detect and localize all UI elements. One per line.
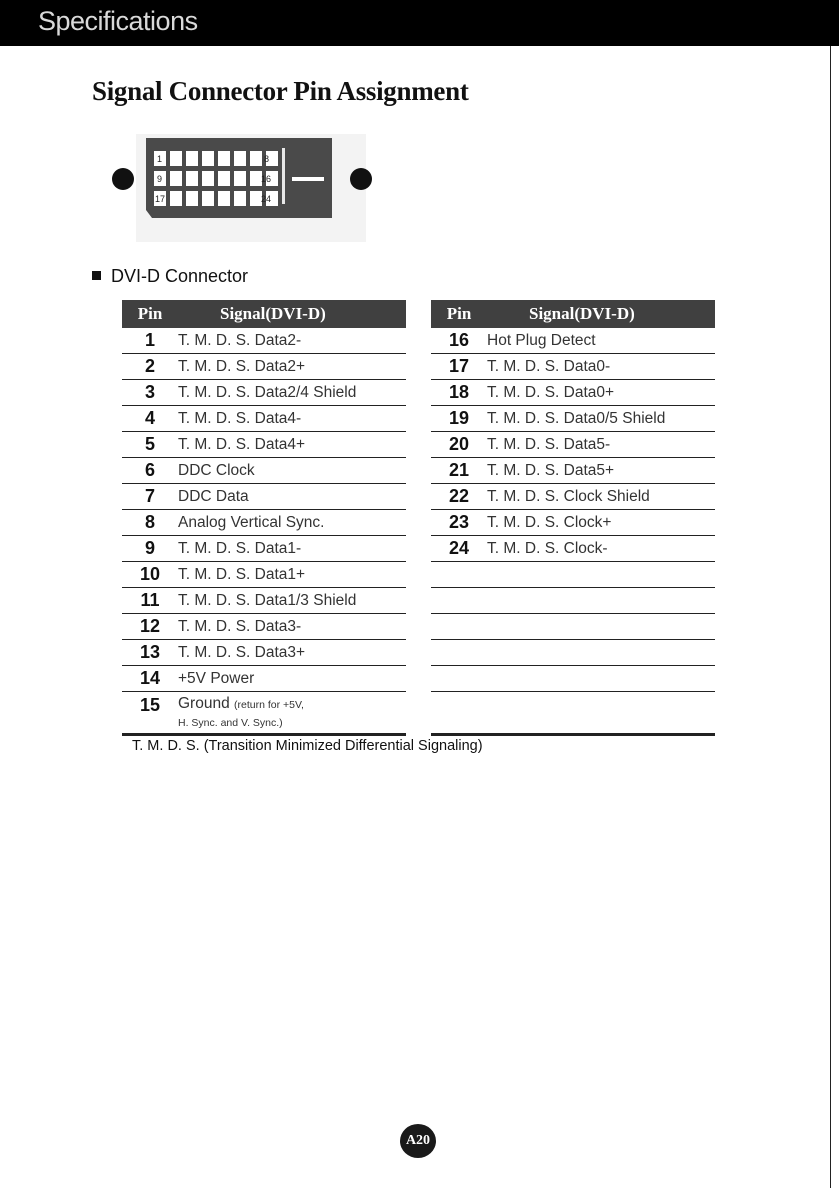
pin-column-header: Pin	[431, 300, 487, 328]
pin-number: 10	[122, 562, 178, 588]
pin-signal: T. M. D. S. Data3-	[178, 614, 406, 640]
pin-number	[431, 562, 487, 588]
connector-pin	[170, 151, 182, 166]
pin-signal: T. M. D. S. Data2+	[178, 354, 406, 380]
pin-signal: Ground	[178, 695, 230, 712]
header-bar	[0, 0, 839, 46]
pin-signal	[487, 562, 715, 588]
pin-signal: T. M. D. S. Data3+	[178, 640, 406, 666]
pin-signal: Hot Plug Detect	[487, 328, 715, 354]
connector-pin	[186, 171, 198, 186]
table-header-row	[122, 300, 406, 328]
table-row-empty	[431, 614, 715, 640]
table-row	[431, 510, 715, 536]
page-edge-line	[830, 46, 831, 1188]
table-row	[122, 666, 406, 692]
pin-signal: T. M. D. S. Data4+	[178, 432, 406, 458]
pin-number: 23	[431, 510, 487, 536]
table-row	[431, 406, 715, 432]
table-row-empty	[431, 588, 715, 614]
pin-label-9: 9	[157, 174, 163, 184]
pin-signal-note: H. Sync. and V. Sync.)	[178, 717, 283, 729]
pin-label-17: 17	[155, 194, 166, 204]
pin-signal: T. M. D. S. Data0/5 Shield	[487, 406, 715, 432]
pin-number: 12	[122, 614, 178, 640]
connector-pin	[170, 171, 182, 186]
pin-number: 1	[122, 328, 178, 354]
dvi-connector-diagram	[108, 134, 378, 246]
table-row-empty	[431, 692, 715, 735]
connector-pin	[202, 191, 214, 206]
connector-pin	[234, 151, 246, 166]
pin-number	[431, 614, 487, 640]
connector-pin	[218, 171, 230, 186]
pin-number: 22	[431, 484, 487, 510]
connector-pin	[234, 191, 246, 206]
pin-table-right	[431, 300, 715, 736]
pin-number: 20	[431, 432, 487, 458]
table-row-empty	[431, 562, 715, 588]
pin-column-header: Pin	[122, 300, 178, 328]
pin-number: 7	[122, 484, 178, 510]
pin-label-24: 24	[261, 194, 272, 204]
connector-divider	[282, 148, 285, 204]
table-row	[122, 614, 406, 640]
connector-pin	[218, 191, 230, 206]
pin-label-8: 8	[264, 154, 270, 164]
pin-signal: T. M. D. S. Data0-	[487, 354, 715, 380]
pin-number	[431, 588, 487, 614]
footnote: T. M. D. S. (Transition Minimized Differential Signaling)	[132, 738, 483, 754]
table-row	[122, 380, 406, 406]
pin-signal: T. M. D. S. Data2/4 Shield	[178, 380, 406, 406]
table-row	[431, 354, 715, 380]
pin-number: 4	[122, 406, 178, 432]
table-row	[122, 536, 406, 562]
pin-signal: T. M. D. S. Data1/3 Shield	[178, 588, 406, 614]
connector-pin	[250, 151, 262, 166]
table-row	[431, 484, 715, 510]
connector-pin	[186, 151, 198, 166]
pin-signal: T. M. D. S. Clock+	[487, 510, 715, 536]
pin-signal-cell	[178, 692, 406, 735]
table-row	[431, 458, 715, 484]
table-row	[122, 562, 406, 588]
pin-label-1: 1	[157, 154, 163, 164]
pin-number	[431, 666, 487, 692]
page-title: Signal Connector Pin Assignment	[92, 76, 469, 106]
pin-number: 13	[122, 640, 178, 666]
table-row	[122, 692, 406, 735]
pin-signal: T. M. D. S. Data1+	[178, 562, 406, 588]
pin-signal	[487, 614, 715, 640]
pin-signal: T. M. D. S. Data1-	[178, 536, 406, 562]
pin-signal: T. M. D. S. Data2-	[178, 328, 406, 354]
pin-number: 16	[431, 328, 487, 354]
connector-pin	[186, 191, 198, 206]
bullet-icon	[92, 271, 101, 280]
pin-number: 18	[431, 380, 487, 406]
pin-number: 11	[122, 588, 178, 614]
signal-column-header: Signal(DVI-D)	[178, 300, 406, 328]
pin-number: 15	[122, 692, 178, 735]
pin-number: 2	[122, 354, 178, 380]
connector-ground-blade	[292, 177, 324, 181]
pin-number: 24	[431, 536, 487, 562]
pin-number	[431, 640, 487, 666]
pin-signal: DDC Clock	[178, 458, 406, 484]
pin-signal: T. M. D. S. Clock-	[487, 536, 715, 562]
signal-column-header: Signal(DVI-D)	[487, 300, 715, 328]
table-row	[431, 380, 715, 406]
pin-number: 19	[431, 406, 487, 432]
pin-signal	[487, 588, 715, 614]
pin-signal: DDC Data	[178, 484, 406, 510]
pin-signal: T. M. D. S. Data4-	[178, 406, 406, 432]
page-number-badge: A20	[400, 1124, 436, 1158]
pin-number: 8	[122, 510, 178, 536]
connector-screw-right	[350, 168, 372, 190]
connector-pin	[234, 171, 246, 186]
pin-number: 17	[431, 354, 487, 380]
table-row	[122, 406, 406, 432]
pin-number: 21	[431, 458, 487, 484]
table-header-row	[431, 300, 715, 328]
connector-pin	[202, 151, 214, 166]
table-row	[122, 510, 406, 536]
pin-number: 14	[122, 666, 178, 692]
table-row	[431, 432, 715, 458]
pin-number	[431, 692, 487, 735]
connector-pin	[218, 151, 230, 166]
pin-signal: T. M. D. S. Clock Shield	[487, 484, 715, 510]
table-row-empty	[431, 666, 715, 692]
pin-signal-note: (return for +5V,	[234, 699, 304, 711]
table-row	[122, 354, 406, 380]
header-title: Specifications	[38, 6, 198, 36]
pin-number: 5	[122, 432, 178, 458]
table-row-empty	[431, 640, 715, 666]
section-label	[92, 266, 248, 287]
table-row	[122, 328, 406, 354]
pin-signal	[487, 692, 715, 735]
pin-signal: +5V Power	[178, 666, 406, 692]
pin-signal	[487, 666, 715, 692]
pin-number: 3	[122, 380, 178, 406]
pin-number: 9	[122, 536, 178, 562]
pin-signal: Analog Vertical Sync.	[178, 510, 406, 536]
table-row	[122, 458, 406, 484]
connector-pin	[202, 171, 214, 186]
table-row	[431, 328, 715, 354]
table-row	[122, 484, 406, 510]
pin-signal: T. M. D. S. Data0+	[487, 380, 715, 406]
pin-number: 6	[122, 458, 178, 484]
pin-signal	[487, 640, 715, 666]
section-label-text: DVI-D Connector	[111, 266, 249, 286]
table-row	[122, 432, 406, 458]
table-row	[122, 640, 406, 666]
pin-table-left	[122, 300, 406, 736]
connector-pin	[170, 191, 182, 206]
connector-screw-left	[112, 168, 134, 190]
pin-signal: T. M. D. S. Data5+	[487, 458, 715, 484]
table-row	[431, 536, 715, 562]
pin-label-16: 16	[261, 174, 272, 184]
table-row	[122, 588, 406, 614]
pin-signal: T. M. D. S. Data5-	[487, 432, 715, 458]
